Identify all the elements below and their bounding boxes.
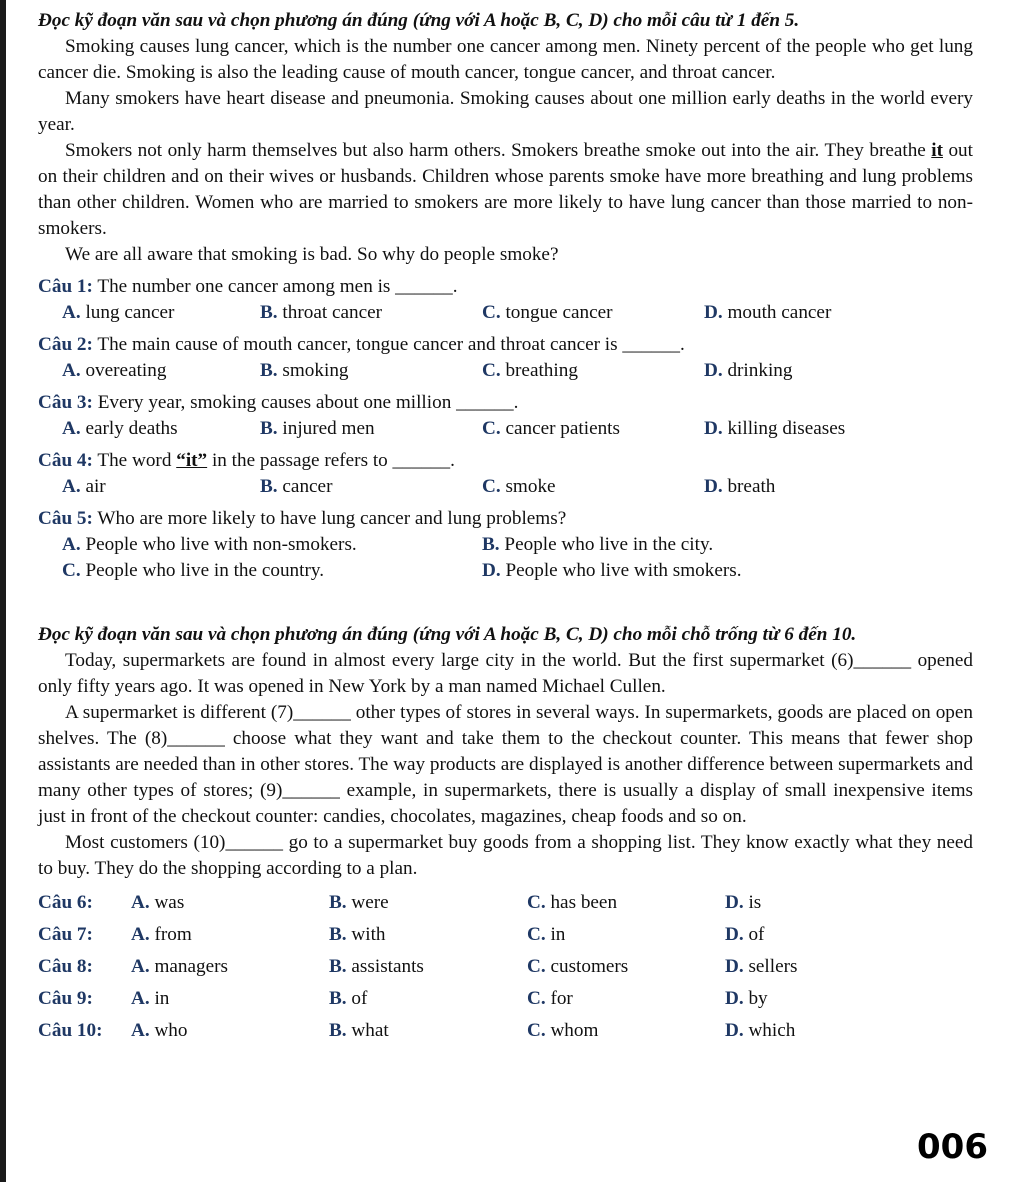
paragraph-text: Smokers not only harm themselves but also harm others. Smokers breathe smoke out into the air. They breathe	[65, 140, 932, 161]
question-label: Câu 3:	[38, 392, 93, 413]
option-a[interactable]: A. was	[131, 892, 185, 913]
scan-edge	[0, 0, 6, 1182]
option-a[interactable]: A. lung cancer	[62, 302, 175, 323]
option-b[interactable]: B. People who live in the city.	[482, 534, 714, 555]
option-c[interactable]: C. for	[527, 988, 573, 1009]
passage-1-paragraph: Smoking causes lung cancer, which is the number one cancer among men. Ninety percent of the people who get lung cancer die. Smoking is also the leading cause of mouth cancer, tongue cancer, and throat cancer.	[38, 36, 973, 83]
option-d[interactable]: D. which	[725, 1020, 796, 1041]
section-2-title: Đọc kỹ đoạn văn sau và chọn phương án đúng (ứng với A hoặc B, C, D) cho mỗi chỗ trống từ 6 đến 10.	[38, 624, 857, 645]
question-8	[38, 951, 973, 983]
question-10	[38, 1015, 973, 1047]
question-label: Câu 2:	[38, 334, 93, 355]
cloze-answer-grid	[38, 887, 973, 1047]
question-stem: The main cause of mouth cancer, tongue cancer and throat cancer is ______.	[97, 334, 685, 355]
passage-2-paragraph: A supermarket is different (7)______ other types of stores in several ways. In supermarkets, goods are placed on open shelves. The (8)______ choose what they want and take them to the checkout counter. This means that fewer shop assistants are needed than in other stores. The way products are displayed is another difference between supermarkets and many other types of stores; (9)______ example, in supermarkets, there is usually a display of small inexpensive items just in front of the checkout counter: candies, chocolates, magazines, cheap foods and so on.	[38, 702, 973, 827]
worksheet-content	[38, 8, 973, 1047]
option-d[interactable]: D. mouth cancer	[704, 302, 832, 323]
section-1-title: Đọc kỹ đoạn văn sau và chọn phương án đúng (ứng với A hoặc B, C, D) cho mỗi câu từ 1 đến 5.	[38, 10, 800, 31]
option-a[interactable]: A. managers	[131, 956, 228, 977]
question-label: Câu 9:	[38, 988, 93, 1009]
question-label: Câu 1:	[38, 276, 93, 297]
question-label: Câu 6:	[38, 892, 93, 913]
question-5	[38, 506, 973, 584]
option-d[interactable]: D. by	[725, 988, 768, 1009]
option-b[interactable]: B. cancer	[260, 476, 333, 497]
option-c[interactable]: C. has been	[527, 892, 618, 913]
option-a[interactable]: A. in	[131, 988, 170, 1009]
option-b[interactable]: B. were	[329, 892, 389, 913]
option-d[interactable]: D. breath	[704, 476, 776, 497]
page-code: 006	[917, 1127, 988, 1167]
question-7	[38, 919, 973, 951]
question-label: Câu 7:	[38, 924, 93, 945]
passage-1-paragraph: Many smokers have heart disease and pneumonia. Smoking causes about one million early deaths in the world every year.	[38, 88, 973, 135]
question-6	[38, 887, 973, 919]
option-c[interactable]: C. whom	[527, 1020, 599, 1041]
option-a[interactable]: A. who	[131, 1020, 188, 1041]
paragraph-text: out on their children and on their wives or husbands. Children whose parents smoke have more breathing and lung problems than other children. Women who are married to smokers are more likely to have lung cancer than those married to non-smokers.	[38, 140, 973, 239]
answer-options	[38, 558, 973, 584]
option-c[interactable]: C. cancer patients	[482, 418, 620, 439]
option-b[interactable]: B. assistants	[329, 956, 424, 977]
option-d[interactable]: D. is	[725, 892, 762, 913]
option-a[interactable]: A. air	[62, 476, 106, 497]
option-b[interactable]: B. throat cancer	[260, 302, 383, 323]
question-label: Câu 5:	[38, 508, 93, 529]
option-a[interactable]: A. early deaths	[62, 418, 178, 439]
passage-2-paragraph: Most customers (10)______ go to a supermarket buy goods from a shopping list. They know exactly what they need to buy. They do the shopping according to a plan.	[38, 832, 973, 879]
passage-1-paragraph	[38, 138, 973, 242]
question-4	[38, 448, 973, 500]
referent-word-it: it	[931, 140, 943, 161]
option-d[interactable]: D. of	[725, 924, 765, 945]
option-b[interactable]: B. what	[329, 1020, 389, 1041]
option-b[interactable]: B. with	[329, 924, 386, 945]
question-label: Câu 8:	[38, 956, 93, 977]
passage-2-paragraph: Today, supermarkets are found in almost every large city in the world. But the first supermarket (6)______ opened only fifty years ago. It was opened in New York by a man named Michael Cullen.	[38, 650, 973, 697]
option-b[interactable]: B. smoking	[260, 360, 349, 381]
question-1	[38, 274, 973, 326]
option-a[interactable]: A. from	[131, 924, 192, 945]
passage-1-paragraph: We are all aware that smoking is bad. So why do people smoke?	[65, 244, 559, 265]
answer-options	[38, 532, 973, 558]
question-stem: The word “it” in the passage refers to ______.	[97, 450, 455, 471]
option-b[interactable]: B. of	[329, 988, 368, 1009]
option-a[interactable]: A. overeating	[62, 360, 167, 381]
question-label: Câu 10:	[38, 1020, 103, 1041]
answer-options	[38, 358, 973, 384]
option-c[interactable]: C. customers	[527, 956, 629, 977]
option-c[interactable]: C. breathing	[482, 360, 578, 381]
question-stem: Every year, smoking causes about one million ______.	[97, 392, 519, 413]
referent-word: “it”	[176, 450, 208, 471]
option-c[interactable]: C. in	[527, 924, 566, 945]
answer-options	[38, 416, 973, 442]
question-label: Câu 4:	[38, 450, 93, 471]
option-a[interactable]: A. People who live with non-smokers.	[62, 534, 357, 555]
question-2	[38, 332, 973, 384]
question-3	[38, 390, 973, 442]
answer-options	[38, 474, 973, 500]
option-d[interactable]: D. killing diseases	[704, 418, 846, 439]
option-d[interactable]: D. sellers	[725, 956, 798, 977]
option-d[interactable]: D. drinking	[704, 360, 793, 381]
option-b[interactable]: B. injured men	[260, 418, 375, 439]
option-d[interactable]: D. People who live with smokers.	[482, 560, 742, 581]
option-c[interactable]: C. tongue cancer	[482, 302, 613, 323]
question-stem: Who are more likely to have lung cancer and lung problems?	[97, 508, 567, 529]
answer-options	[38, 300, 973, 326]
question-stem: The number one cancer among men is ______.	[97, 276, 458, 297]
question-9	[38, 983, 973, 1015]
option-c[interactable]: C. smoke	[482, 476, 556, 497]
option-c[interactable]: C. People who live in the country.	[62, 560, 325, 581]
